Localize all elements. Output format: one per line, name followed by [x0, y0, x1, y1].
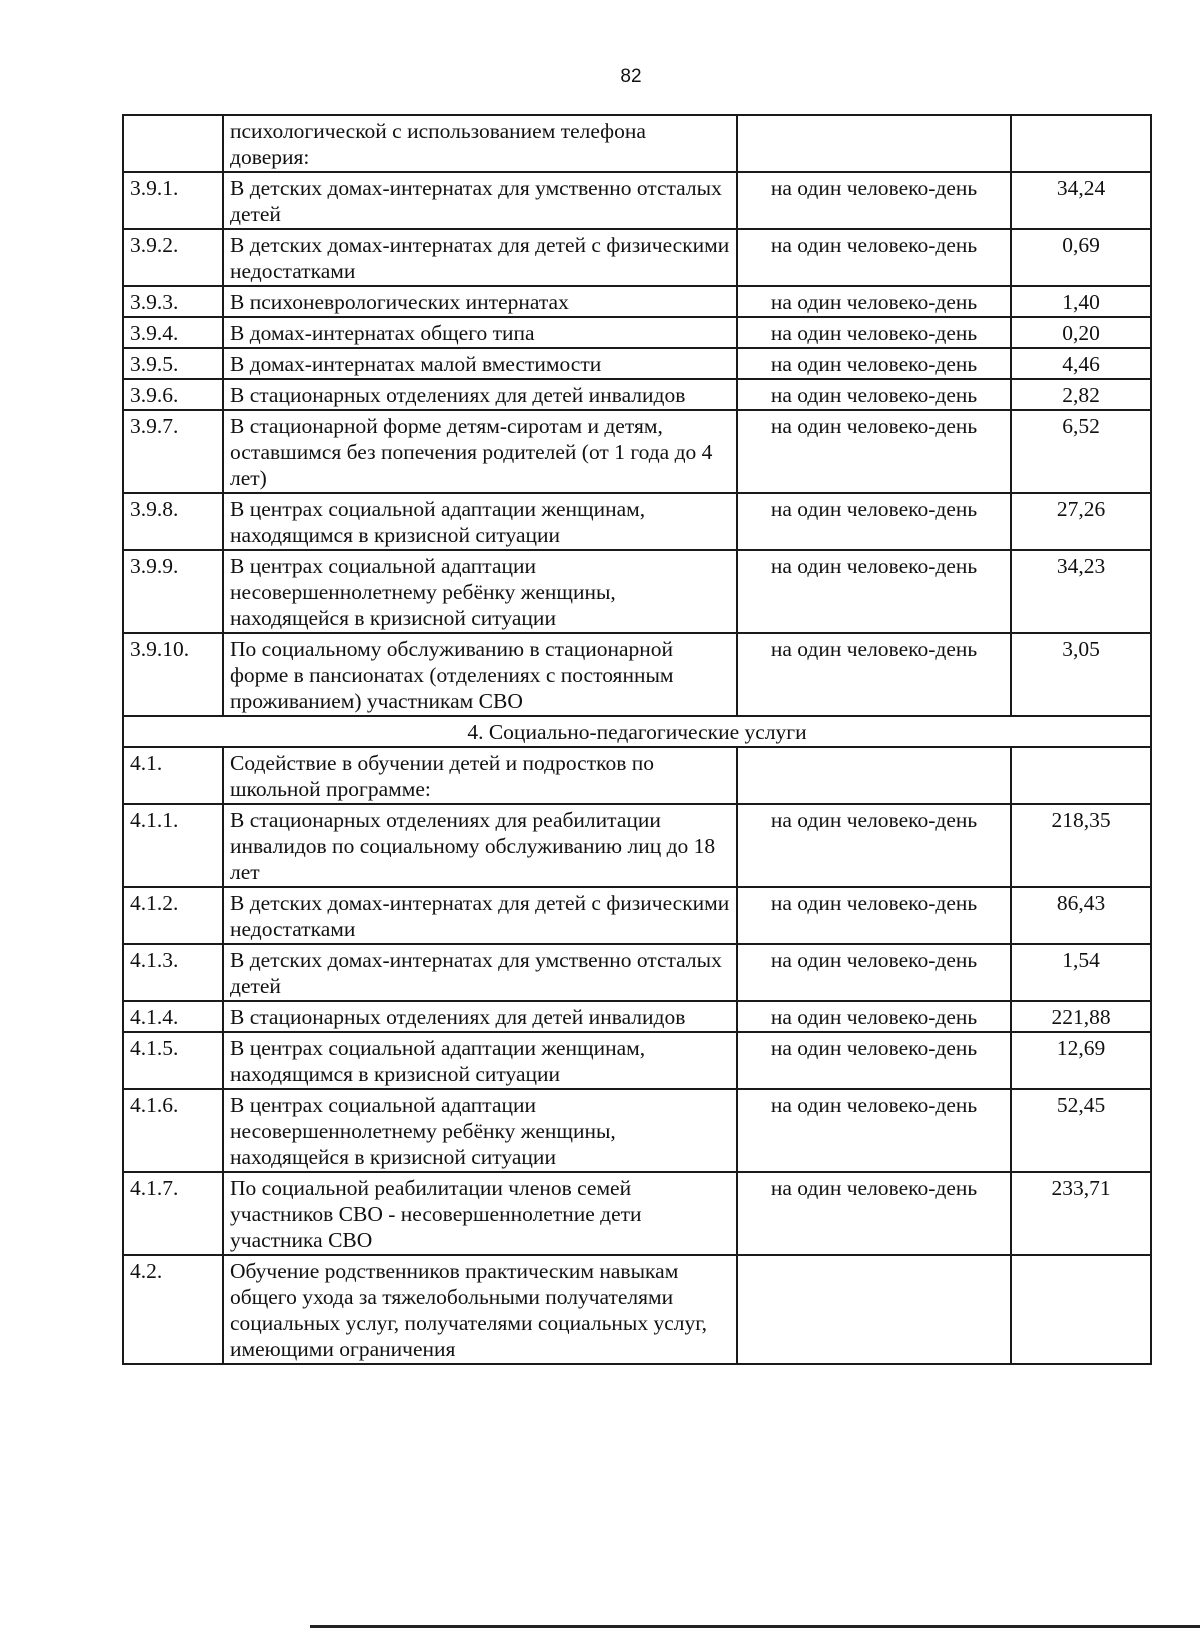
- section-title: 4. Социально-педагогические услуги: [123, 716, 1151, 747]
- unit-of-measure: на один человеко-день: [737, 493, 1011, 550]
- row-number: 3.9.1.: [123, 172, 223, 229]
- tariff-value: 1,40: [1011, 286, 1151, 317]
- tariff-value: 218,35: [1011, 804, 1151, 887]
- tariff-value: [1011, 747, 1151, 804]
- row-number: 3.9.2.: [123, 229, 223, 286]
- tariff-value: 233,71: [1011, 1172, 1151, 1255]
- row-number: 4.1.4.: [123, 1001, 223, 1032]
- service-name: Обучение родственников практическим навыкам общего ухода за тяжелобольными получателями социальных услуг, получателями социальных услуг, имеющими ограничения: [223, 1255, 737, 1364]
- service-name: В центрах социальной адаптации женщинам, находящимся в кризисной ситуации: [223, 1032, 737, 1089]
- tariff-value: 3,05: [1011, 633, 1151, 716]
- row-number: 4.1.1.: [123, 804, 223, 887]
- unit-of-measure: на один человеко-день: [737, 944, 1011, 1001]
- tariff-value: 1,54: [1011, 944, 1151, 1001]
- row-number: 3.9.8.: [123, 493, 223, 550]
- row-number: 3.9.7.: [123, 410, 223, 493]
- tariff-value: 0,20: [1011, 317, 1151, 348]
- tariff-value: 12,69: [1011, 1032, 1151, 1089]
- row-number: [123, 115, 223, 172]
- row-number: 4.1.5.: [123, 1032, 223, 1089]
- unit-of-measure: на один человеко-день: [737, 633, 1011, 716]
- tariff-table-body: [123, 115, 1151, 1364]
- row-number: 4.1.: [123, 747, 223, 804]
- table-row: [123, 1255, 1151, 1364]
- row-number: 4.1.6.: [123, 1089, 223, 1172]
- row-number: 4.2.: [123, 1255, 223, 1364]
- tariff-value: 34,23: [1011, 550, 1151, 633]
- service-name: В домах-интернатах общего типа: [223, 317, 737, 348]
- table-row: [123, 1089, 1151, 1172]
- row-number: 4.1.7.: [123, 1172, 223, 1255]
- table-row: [123, 1172, 1151, 1255]
- tariff-value: 6,52: [1011, 410, 1151, 493]
- unit-of-measure: на один человеко-день: [737, 1089, 1011, 1172]
- tariff-value: 86,43: [1011, 887, 1151, 944]
- tariff-value: 52,45: [1011, 1089, 1151, 1172]
- unit-of-measure: на один человеко-день: [737, 286, 1011, 317]
- row-number: 4.1.3.: [123, 944, 223, 1001]
- row-number: 3.9.4.: [123, 317, 223, 348]
- service-name: В детских домах-интернатах для умственно отсталых детей: [223, 944, 737, 1001]
- unit-of-measure: на один человеко-день: [737, 317, 1011, 348]
- service-name: В центрах социальной адаптации несовершеннолетнему ребёнку женщины, находящейся в кризисной ситуации: [223, 1089, 737, 1172]
- table-row: [123, 229, 1151, 286]
- tariff-value: 27,26: [1011, 493, 1151, 550]
- row-number: 3.9.6.: [123, 379, 223, 410]
- unit-of-measure: [737, 115, 1011, 172]
- table-row: [123, 286, 1151, 317]
- section-header-row: [123, 716, 1151, 747]
- tariff-value: [1011, 1255, 1151, 1364]
- table-row: [123, 172, 1151, 229]
- service-name: В детских домах-интернатах для умственно отсталых детей: [223, 172, 737, 229]
- unit-of-measure: на один человеко-день: [737, 1032, 1011, 1089]
- table-row: [123, 348, 1151, 379]
- row-number: 3.9.5.: [123, 348, 223, 379]
- tariff-value: 221,88: [1011, 1001, 1151, 1032]
- unit-of-measure: на один человеко-день: [737, 379, 1011, 410]
- unit-of-measure: на один человеко-день: [737, 172, 1011, 229]
- unit-of-measure: на один человеко-день: [737, 410, 1011, 493]
- unit-of-measure: на один человеко-день: [737, 550, 1011, 633]
- table-row: [123, 1032, 1151, 1089]
- service-name: В стационарных отделениях для детей инвалидов: [223, 1001, 737, 1032]
- table-row: [123, 410, 1151, 493]
- unit-of-measure: [737, 1255, 1011, 1364]
- service-name: В стационарных отделениях для детей инвалидов: [223, 379, 737, 410]
- table-row: [123, 379, 1151, 410]
- service-name: В центрах социальной адаптации несовершеннолетнему ребёнку женщины, находящейся в кризисной ситуации: [223, 550, 737, 633]
- row-number: 3.9.9.: [123, 550, 223, 633]
- tariff-value: 34,24: [1011, 172, 1151, 229]
- service-name: В стационарных отделениях для реабилитации инвалидов по социальному обслуживанию лиц до 18 лет: [223, 804, 737, 887]
- table-row: [123, 115, 1151, 172]
- unit-of-measure: [737, 747, 1011, 804]
- table-row: [123, 944, 1151, 1001]
- table-row: [123, 633, 1151, 716]
- service-name: В центрах социальной адаптации женщинам, находящимся в кризисной ситуации: [223, 493, 737, 550]
- unit-of-measure: на один человеко-день: [737, 348, 1011, 379]
- row-number: 3.9.3.: [123, 286, 223, 317]
- service-name: психологической с использованием телефона доверия:: [223, 115, 737, 172]
- service-name: По социальной реабилитации членов семей участников СВО - несовершеннолетние дети участника СВО: [223, 1172, 737, 1255]
- row-number: 3.9.10.: [123, 633, 223, 716]
- table-row: [123, 804, 1151, 887]
- unit-of-measure: на один человеко-день: [737, 804, 1011, 887]
- unit-of-measure: на один человеко-день: [737, 229, 1011, 286]
- unit-of-measure: на один человеко-день: [737, 887, 1011, 944]
- table-row: [123, 550, 1151, 633]
- tariff-value: [1011, 115, 1151, 172]
- service-name: В детских домах-интернатах для детей с физическими недостатками: [223, 229, 737, 286]
- table-row: [123, 887, 1151, 944]
- service-name: В домах-интернатах малой вместимости: [223, 348, 737, 379]
- service-name: В детских домах-интернатах для детей с физическими недостатками: [223, 887, 737, 944]
- tariff-value: 4,46: [1011, 348, 1151, 379]
- tariff-table: [122, 114, 1152, 1365]
- page-bottom-line: [310, 1625, 1200, 1628]
- table-row: [123, 1001, 1151, 1032]
- table-row: [123, 317, 1151, 348]
- tariff-value: 0,69: [1011, 229, 1151, 286]
- service-name: В стационарной форме детям-сиротам и детям, оставшимся без попечения родителей (от 1 года до 4 лет): [223, 410, 737, 493]
- service-name: В психоневрологических интернатах: [223, 286, 737, 317]
- table-row: [123, 747, 1151, 804]
- table-row: [123, 493, 1151, 550]
- unit-of-measure: на один человеко-день: [737, 1001, 1011, 1032]
- unit-of-measure: на один человеко-день: [737, 1172, 1011, 1255]
- row-number: 4.1.2.: [123, 887, 223, 944]
- page-number: 82: [620, 66, 642, 87]
- service-name: По социальному обслуживанию в стационарной форме в пансионатах (отделениях с постоянным проживанием) участникам СВО: [223, 633, 737, 716]
- tariff-value: 2,82: [1011, 379, 1151, 410]
- service-name: Содействие в обучении детей и подростков по школьной программе:: [223, 747, 737, 804]
